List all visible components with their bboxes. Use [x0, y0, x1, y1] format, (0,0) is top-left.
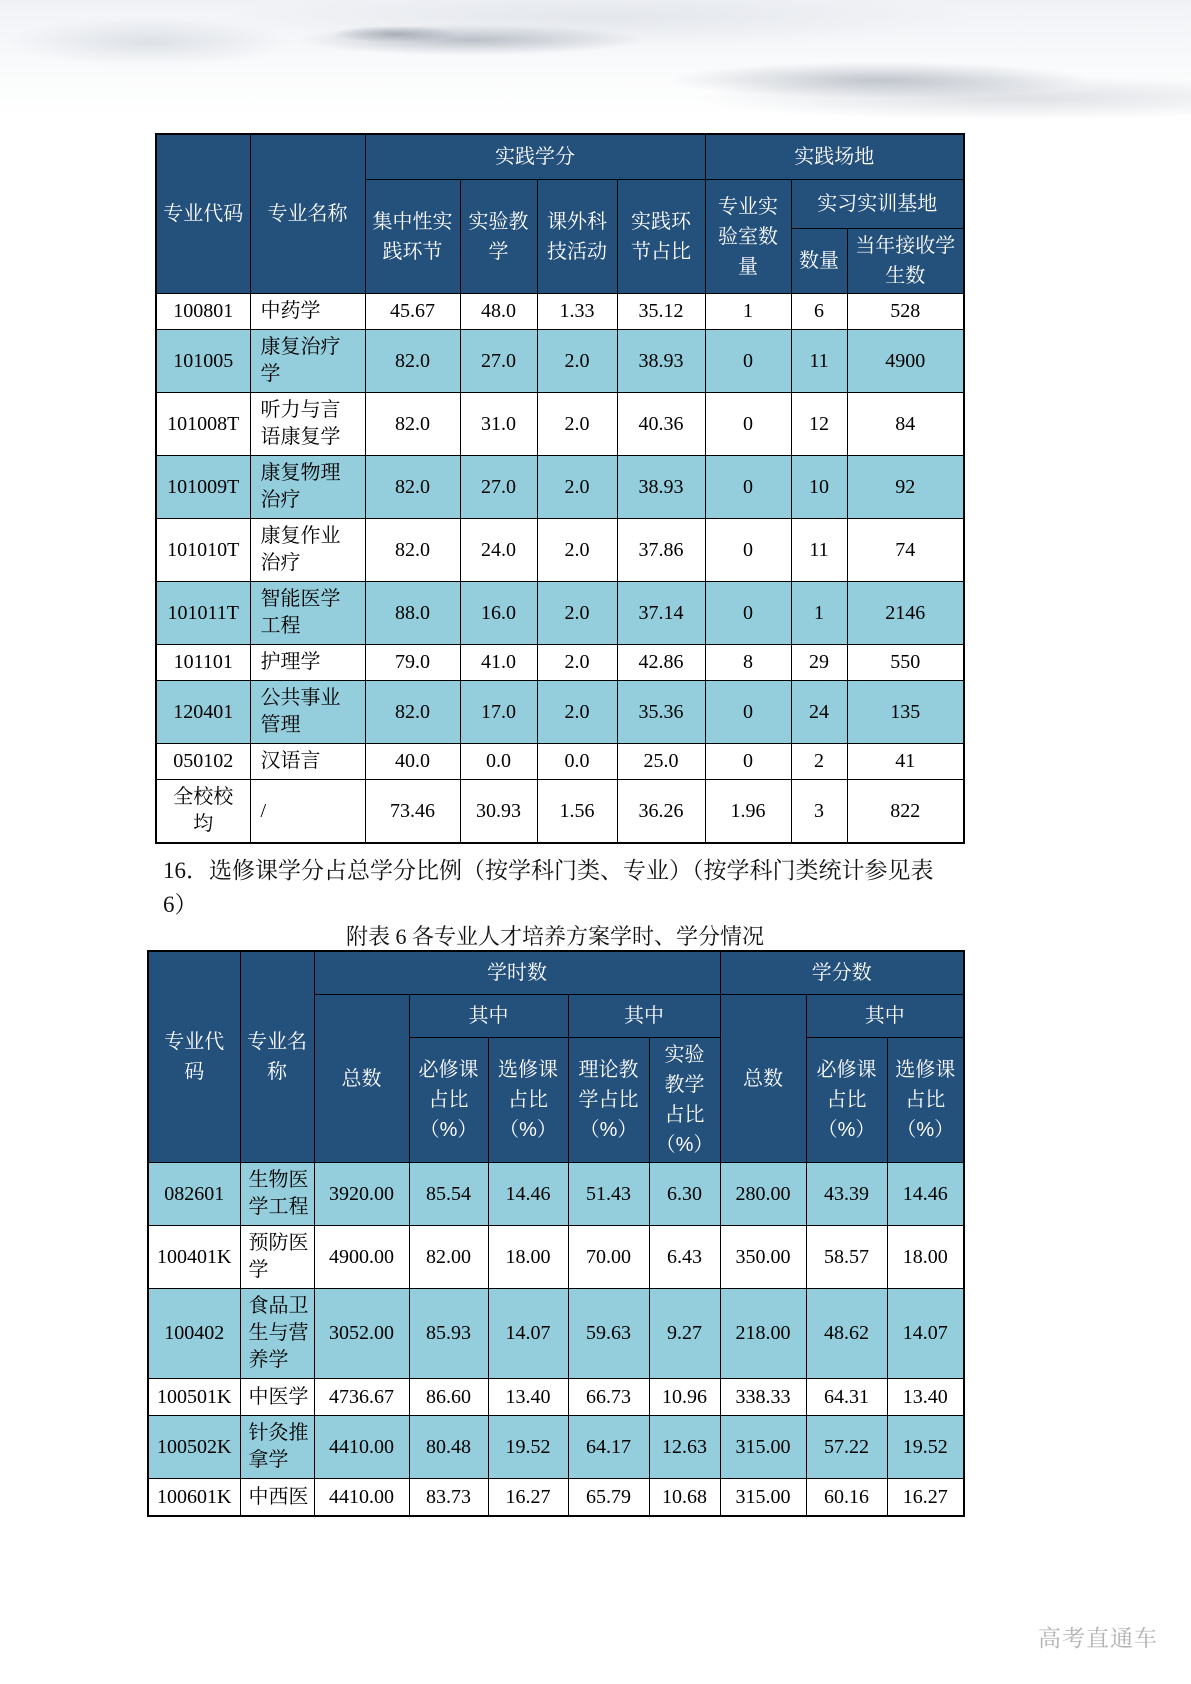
table-cell: 1 — [791, 582, 847, 645]
table-cell: 0 — [705, 582, 791, 645]
table-cell: 生物医学工程 — [240, 1163, 314, 1226]
table-cell: 2.0 — [537, 330, 617, 393]
table-cell: 74 — [847, 519, 964, 582]
table-cell: 25.0 — [617, 744, 705, 780]
col-header-base-count: 数量 — [791, 229, 847, 294]
table-cell: 10 — [791, 456, 847, 519]
table-row — [148, 1226, 964, 1289]
table-cell: 82.0 — [365, 519, 460, 582]
table-cell: 101005 — [156, 330, 250, 393]
table-cell: 350.00 — [720, 1226, 806, 1289]
col-header-experiment-teaching: 实验教学 — [460, 180, 537, 294]
col-header-elective-ratio: 选修课占比（%） — [887, 1038, 964, 1163]
table-cell: 100801 — [156, 294, 250, 330]
table-cell: 120401 — [156, 681, 250, 744]
table-cell: 康复作业治疗 — [250, 519, 365, 582]
table-cell: 中药学 — [250, 294, 365, 330]
table-cell: 4900.00 — [314, 1226, 409, 1289]
col-header-extracurricular: 课外科技活动 — [537, 180, 617, 294]
table-cell: 康复物理治疗 — [250, 456, 365, 519]
col-header-practice-ratio: 实践环节占比 — [617, 180, 705, 294]
table-cell: 101008T — [156, 393, 250, 456]
table-cell: 16.27 — [887, 1479, 964, 1517]
table-row — [156, 681, 964, 744]
table-cell: 康复治疗学 — [250, 330, 365, 393]
table-cell: 24 — [791, 681, 847, 744]
table-cell: 280.00 — [720, 1163, 806, 1226]
group-header-among-3: 其中 — [806, 995, 964, 1038]
table-cell: 60.16 — [806, 1479, 887, 1517]
table-cell: 79.0 — [365, 645, 460, 681]
table-cell: 智能医学工程 — [250, 582, 365, 645]
table-row — [156, 330, 964, 393]
table-cell: 16.27 — [488, 1479, 568, 1517]
table-cell: 37.86 — [617, 519, 705, 582]
table-cell: 135 — [847, 681, 964, 744]
table-cell: 40.36 — [617, 393, 705, 456]
table-cell: 29 — [791, 645, 847, 681]
col-header-students-received: 当年接收学生数 — [847, 229, 964, 294]
table-cell: 2.0 — [537, 456, 617, 519]
table-cell: 0 — [705, 744, 791, 780]
table-cell: 12.63 — [649, 1416, 720, 1479]
practice-credits-table-body — [156, 294, 964, 844]
table-cell: 35.36 — [617, 681, 705, 744]
table-cell: 41.0 — [460, 645, 537, 681]
table-cell: 16.0 — [460, 582, 537, 645]
table-cell: 食品卫生与营养学 — [240, 1289, 314, 1379]
table-cell: 70.00 — [568, 1226, 649, 1289]
table-cell: 1 — [705, 294, 791, 330]
table-cell: 4736.67 — [314, 1379, 409, 1416]
table-row — [156, 645, 964, 681]
table-cell: 1.33 — [537, 294, 617, 330]
table-cell: 1.56 — [537, 780, 617, 844]
group-header-among-2: 其中 — [568, 995, 720, 1038]
table-cell: 82.0 — [365, 681, 460, 744]
table-cell: 64.17 — [568, 1416, 649, 1479]
practice-credits-table — [155, 133, 965, 844]
table-cell: 050102 — [156, 744, 250, 780]
table-row — [148, 1416, 964, 1479]
table-cell: 36.26 — [617, 780, 705, 844]
table-cell: 14.07 — [887, 1289, 964, 1379]
table-cell: 64.31 — [806, 1379, 887, 1416]
table-cell: 24.0 — [460, 519, 537, 582]
table-cell: 51.43 — [568, 1163, 649, 1226]
table-cell: 85.93 — [409, 1289, 488, 1379]
table-cell: 11 — [791, 519, 847, 582]
table-cell: 315.00 — [720, 1479, 806, 1517]
item-16-paragraph — [163, 854, 975, 922]
table-row — [156, 780, 964, 844]
table-cell: 85.54 — [409, 1163, 488, 1226]
table-cell: 汉语言 — [250, 744, 365, 780]
table-cell: 40.0 — [365, 744, 460, 780]
table-cell: 全校校均 — [156, 780, 250, 844]
table-cell: 48.62 — [806, 1289, 887, 1379]
table-cell: 2.0 — [537, 645, 617, 681]
col-header-major-code: 专业代码 — [156, 134, 250, 294]
table-cell: 0.0 — [537, 744, 617, 780]
hours-credits-table-header — [148, 951, 964, 1163]
table-cell: 0 — [705, 330, 791, 393]
table-cell: 10.68 — [649, 1479, 720, 1517]
table-cell: 30.93 — [460, 780, 537, 844]
table-cell: 43.39 — [806, 1163, 887, 1226]
table-cell: 6.30 — [649, 1163, 720, 1226]
table-cell: 中医学 — [240, 1379, 314, 1416]
table-cell: 2.0 — [537, 393, 617, 456]
table-cell: 12 — [791, 393, 847, 456]
table-cell: 2.0 — [537, 519, 617, 582]
table-cell: 37.14 — [617, 582, 705, 645]
table-cell: 18.00 — [488, 1226, 568, 1289]
table-cell: 57.22 — [806, 1416, 887, 1479]
table-cell: 101010T — [156, 519, 250, 582]
table-cell: 86.60 — [409, 1379, 488, 1416]
table-cell: 13.40 — [887, 1379, 964, 1416]
table-cell: 101011T — [156, 582, 250, 645]
table-cell: 0 — [705, 519, 791, 582]
table-cell: 0 — [705, 681, 791, 744]
table-cell: 100502K — [148, 1416, 240, 1479]
watermark-text: 高考直通车 — [1038, 1626, 1158, 1651]
group-header-training-base: 实习实训基地 — [791, 180, 964, 229]
table-cell: 41 — [847, 744, 964, 780]
table-cell: 3052.00 — [314, 1289, 409, 1379]
table-cell: 4900 — [847, 330, 964, 393]
table-cell: 92 — [847, 456, 964, 519]
table-cell: 58.57 — [806, 1226, 887, 1289]
table-cell: 0.0 — [460, 744, 537, 780]
table-cell: 83.73 — [409, 1479, 488, 1517]
col-header-credits-total: 总数 — [720, 995, 806, 1163]
practice-credits-table-header — [156, 134, 964, 294]
table-cell: 550 — [847, 645, 964, 681]
table-cell: 听力与言语康复学 — [250, 393, 365, 456]
table-cell: 100401K — [148, 1226, 240, 1289]
table-cell: 35.12 — [617, 294, 705, 330]
col-header-concentrated-practice: 集中性实践环节 — [365, 180, 460, 294]
table-cell: 10.96 — [649, 1379, 720, 1416]
header-artwork — [0, 0, 1191, 118]
table-cell: 27.0 — [460, 456, 537, 519]
table-cell: 14.07 — [488, 1289, 568, 1379]
table-cell: 82.0 — [365, 330, 460, 393]
table-cell: 19.52 — [887, 1416, 964, 1479]
table-cell: 2.0 — [537, 582, 617, 645]
table-row — [148, 1379, 964, 1416]
table-cell: 66.73 — [568, 1379, 649, 1416]
table-cell: 31.0 — [460, 393, 537, 456]
table-row — [148, 1289, 964, 1379]
hours-credits-table-section — [147, 950, 965, 1517]
table-cell: 38.93 — [617, 330, 705, 393]
item-16-line1: 16．选修课学分占总学分比例（按学科门类、专业）（按学科门类统计参见表 — [163, 858, 934, 883]
table-row — [156, 519, 964, 582]
table-cell: 82.0 — [365, 456, 460, 519]
table-row — [156, 582, 964, 645]
table-cell: 100501K — [148, 1379, 240, 1416]
table-cell: 822 — [847, 780, 964, 844]
table-cell: 中西医 — [240, 1479, 314, 1517]
table-cell: 14.46 — [887, 1163, 964, 1226]
table-cell: 82.00 — [409, 1226, 488, 1289]
table-cell: 88.0 — [365, 582, 460, 645]
table-cell: 38.93 — [617, 456, 705, 519]
table-cell: 27.0 — [460, 330, 537, 393]
table-cell: 13.40 — [488, 1379, 568, 1416]
group-header-practice-sites: 实践场地 — [705, 134, 964, 180]
table-cell: 338.33 — [720, 1379, 806, 1416]
table-cell: 315.00 — [720, 1416, 806, 1479]
table-cell: 1.96 — [705, 780, 791, 844]
group-header-among-1: 其中 — [409, 995, 568, 1038]
table-cell: 80.48 — [409, 1416, 488, 1479]
table-row — [148, 1479, 964, 1517]
table-cell: 8 — [705, 645, 791, 681]
table-cell: 59.63 — [568, 1289, 649, 1379]
table-cell: 82.0 — [365, 393, 460, 456]
item-16-line2: 6） — [163, 892, 198, 917]
table-cell: 3920.00 — [314, 1163, 409, 1226]
table-cell: 2.0 — [537, 681, 617, 744]
table-cell: 6.43 — [649, 1226, 720, 1289]
table-cell: 9.27 — [649, 1289, 720, 1379]
table-cell: 100402 — [148, 1289, 240, 1379]
table-cell: 4410.00 — [314, 1416, 409, 1479]
table-cell: 17.0 — [460, 681, 537, 744]
table-cell: 42.86 — [617, 645, 705, 681]
table-cell: / — [250, 780, 365, 844]
table-cell: 84 — [847, 393, 964, 456]
table-cell: 护理学 — [250, 645, 365, 681]
table-cell: 73.46 — [365, 780, 460, 844]
table-cell: 45.67 — [365, 294, 460, 330]
table-cell: 针灸推拿学 — [240, 1416, 314, 1479]
table-cell: 100601K — [148, 1479, 240, 1517]
table-cell: 65.79 — [568, 1479, 649, 1517]
table-cell: 预防医学 — [240, 1226, 314, 1289]
table-cell: 0 — [705, 393, 791, 456]
table-cell: 3 — [791, 780, 847, 844]
table-cell: 528 — [847, 294, 964, 330]
table-row — [156, 294, 964, 330]
table-cell: 218.00 — [720, 1289, 806, 1379]
table-cell: 18.00 — [887, 1226, 964, 1289]
col-header-major-name: 专业名称 — [240, 951, 314, 1163]
table-6-caption: 附表 6 各专业人才培养方案学时、学分情况 — [345, 924, 764, 949]
group-header-hours: 学时数 — [314, 951, 720, 995]
col-header-hours-total: 总数 — [314, 995, 409, 1163]
table-cell: 6 — [791, 294, 847, 330]
col-header-theory-ratio: 理论教学占比（%） — [568, 1038, 649, 1163]
table-cell: 19.52 — [488, 1416, 568, 1479]
col-header-major-code: 专业代码 — [148, 951, 240, 1163]
table-cell: 0 — [705, 456, 791, 519]
table-row — [156, 744, 964, 780]
col-header-elective-ratio: 选修课占比（%） — [488, 1038, 568, 1163]
table-row — [156, 456, 964, 519]
table-cell: 101101 — [156, 645, 250, 681]
table-cell: 4410.00 — [314, 1479, 409, 1517]
table-cell: 2 — [791, 744, 847, 780]
hours-credits-table-body — [148, 1163, 964, 1517]
table-row — [156, 393, 964, 456]
hours-credits-table — [147, 950, 965, 1517]
table-cell: 2146 — [847, 582, 964, 645]
table-cell: 101009T — [156, 456, 250, 519]
table-row — [148, 1163, 964, 1226]
table-cell: 48.0 — [460, 294, 537, 330]
table-cell: 公共事业管理 — [250, 681, 365, 744]
col-header-experiment-ratio: 实验教学占比（%） — [649, 1038, 720, 1163]
col-header-lab-count: 专业实验室数量 — [705, 180, 791, 294]
practice-credits-table-section — [155, 133, 965, 844]
col-header-required-ratio: 必修课占比（%） — [806, 1038, 887, 1163]
group-header-credits: 学分数 — [720, 951, 964, 995]
table-cell: 082601 — [148, 1163, 240, 1226]
col-header-major-name: 专业名称 — [250, 134, 365, 294]
table-cell: 14.46 — [488, 1163, 568, 1226]
table-cell: 11 — [791, 330, 847, 393]
group-header-practice-credits: 实践学分 — [365, 134, 705, 180]
col-header-required-ratio: 必修课占比（%） — [409, 1038, 488, 1163]
